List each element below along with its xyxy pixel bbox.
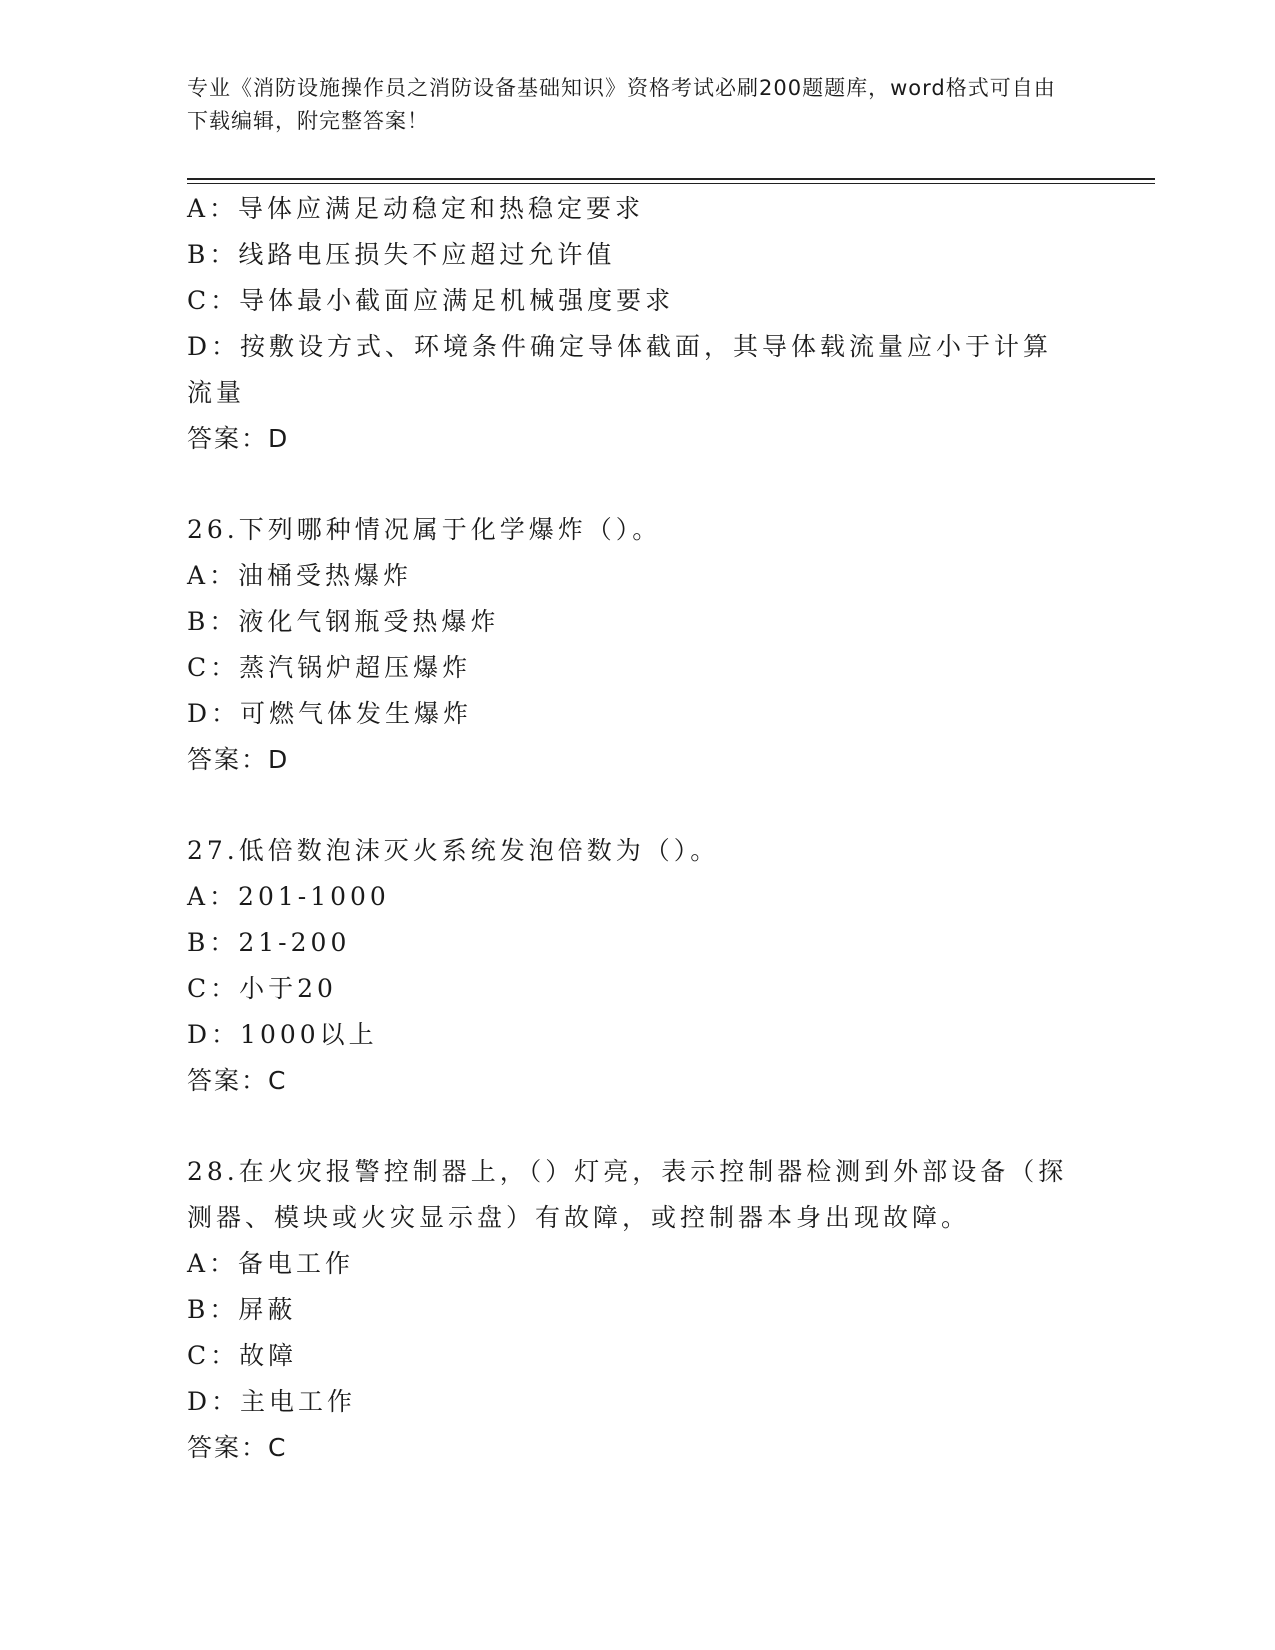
- option-b: B：液化气钢瓶受热爆炸: [187, 607, 500, 636]
- option-d: D：可燃气体发生爆炸: [187, 699, 473, 728]
- question-27: [187, 828, 1077, 1104]
- document-header: 专业《消防设施操作员之消防设备基础知识》资格考试必刷200题题库，word格式可自由下载编辑，附完整答案！: [187, 76, 1056, 133]
- option-a: A：201-1000: [187, 882, 390, 911]
- option-d: D：按敷设方式、环境条件确定导体截面，其导体载流量应小于计算流量: [187, 332, 1053, 407]
- answer: 答案：C: [187, 1433, 288, 1462]
- option-a: A：备电工作: [187, 1249, 355, 1278]
- header-divider-thick: [187, 178, 1155, 180]
- option-b: B：屏蔽: [187, 1295, 297, 1324]
- option-c: C：蒸汽锅炉超压爆炸: [187, 653, 472, 682]
- partial-question: [187, 186, 1077, 462]
- header-divider-thin: [187, 183, 1155, 184]
- option-d: D：主电工作: [187, 1387, 357, 1416]
- question-list: [187, 186, 1077, 1471]
- answer: 答案：D: [187, 424, 290, 453]
- option-d: D：1000以上: [187, 1020, 378, 1049]
- option-a: A：导体应满足动稳定和热稳定要求: [187, 194, 645, 223]
- option-b: B：21-200: [187, 928, 351, 957]
- question-stem: 28.在火灾报警控制器上，（）灯亮，表示控制器检测到外部设备（探测器、模块或火灾显示盘）有故障，或控制器本身出现故障。: [187, 1157, 1068, 1232]
- option-b: B：线路电压损失不应超过允许值: [187, 240, 616, 269]
- question-stem: 26.下列哪种情况属于化学爆炸（）。: [187, 515, 662, 544]
- option-c: C：小于20: [187, 974, 337, 1003]
- answer: 答案：D: [187, 745, 290, 774]
- option-c: C：故障: [187, 1341, 298, 1370]
- question-28: [187, 1149, 1077, 1471]
- question-26: [187, 507, 1077, 783]
- option-c: C：导体最小截面应满足机械强度要求: [187, 286, 675, 315]
- option-a: A：油桶受热爆炸: [187, 561, 413, 590]
- question-stem: 27.低倍数泡沫灭火系统发泡倍数为（）。: [187, 836, 720, 865]
- answer: 答案：C: [187, 1066, 288, 1095]
